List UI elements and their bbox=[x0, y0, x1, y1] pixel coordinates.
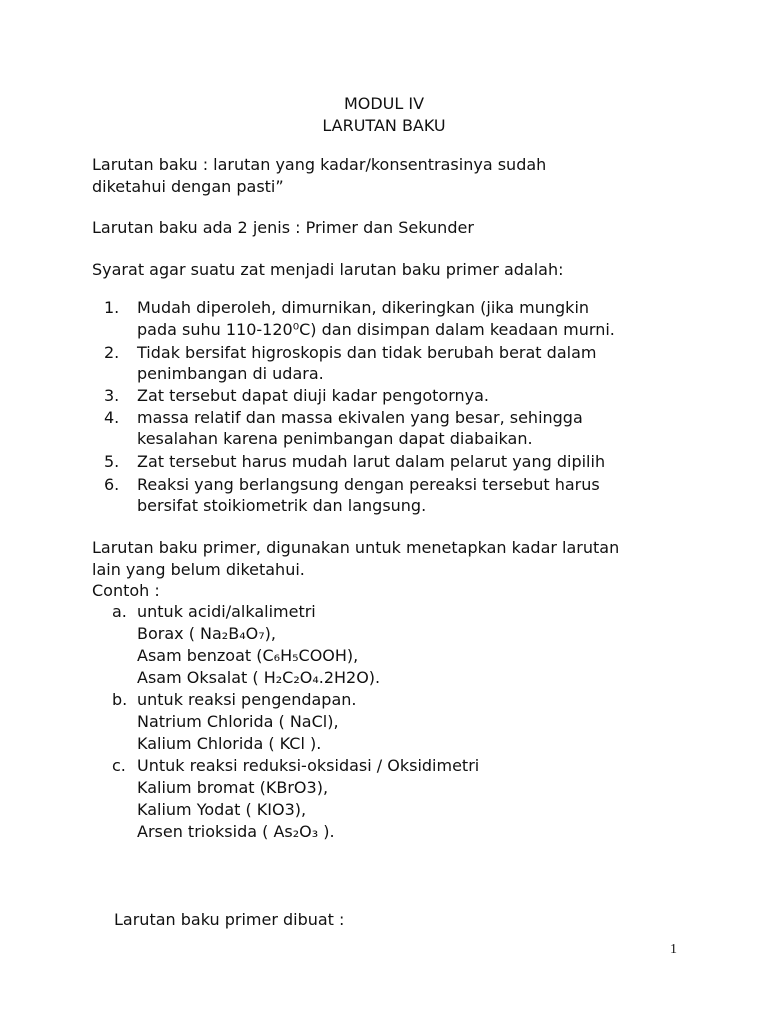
types-paragraph: Larutan baku ada 2 jenis : Primer dan Sekunder bbox=[92, 218, 474, 237]
example-item: Kalium Chlorida ( KCl ). bbox=[137, 734, 322, 753]
definition-line: Larutan baku : larutan yang kadar/konsentrasinya sudah bbox=[92, 155, 547, 174]
list-item: Reaksi yang berlangsung dengan pereaksi tersebut harus bbox=[137, 475, 600, 494]
example-item: Kalium Yodat ( KIO3), bbox=[137, 800, 307, 819]
example-item: Asam benzoat (C₆H₅COOH), bbox=[137, 646, 359, 665]
example-heading: Untuk reaksi reduksi-oksidasi / Oksidimetri bbox=[137, 756, 480, 775]
list-number: 6. bbox=[104, 475, 120, 494]
example-letter: a. bbox=[112, 602, 127, 621]
list-item: penimbangan di udara. bbox=[137, 364, 324, 383]
example-letter: b. bbox=[112, 690, 128, 709]
example-item: Arsen trioksida ( As₂O₃ ). bbox=[137, 822, 335, 841]
list-item: Tidak bersifat higroskopis dan tidak berubah berat dalam bbox=[137, 343, 597, 362]
list-number: 4. bbox=[104, 408, 120, 427]
requirements-intro: Syarat agar suatu zat menjadi larutan baku primer adalah: bbox=[92, 260, 564, 279]
list-number: 5. bbox=[104, 452, 120, 471]
list-number: 2. bbox=[104, 343, 120, 362]
example-item: Kalium bromat (KBrO3), bbox=[137, 778, 329, 797]
definition-line: diketahui dengan pasti” bbox=[92, 177, 284, 196]
list-item: pada suhu 110-120⁰C) dan disimpan dalam keadaan murni. bbox=[137, 320, 615, 339]
example-letter: c. bbox=[112, 756, 126, 775]
list-item: Zat tersebut dapat diuji kadar pengotornya. bbox=[137, 386, 490, 405]
example-item: Asam Oksalat ( H₂C₂O₄.2H2O). bbox=[137, 668, 381, 687]
list-number: 3. bbox=[104, 386, 120, 405]
example-item: Natrium Chlorida ( NaCl), bbox=[137, 712, 339, 731]
list-item: bersifat stoikiometrik dan langsung. bbox=[137, 496, 427, 515]
module-subtitle: LARUTAN BAKU bbox=[322, 116, 446, 135]
example-heading: untuk reaksi pengendapan. bbox=[137, 690, 357, 709]
example-item: Borax ( Na₂B₄O₇), bbox=[137, 624, 276, 643]
module-title: MODUL IV bbox=[343, 94, 425, 113]
list-item: massa relatif dan massa ekivalen yang besar, sehingga bbox=[137, 408, 583, 427]
preparation-heading: Larutan baku primer dibuat : bbox=[114, 910, 345, 929]
page-number: 1 bbox=[670, 942, 677, 957]
usage-line: Larutan baku primer, digunakan untuk menetapkan kadar larutan bbox=[92, 538, 620, 557]
list-item: Zat tersebut harus mudah larut dalam pelarut yang dipilih bbox=[137, 452, 606, 471]
examples-label: Contoh : bbox=[92, 581, 160, 600]
usage-line: lain yang belum diketahui. bbox=[92, 560, 305, 579]
example-heading: untuk acidi/alkalimetri bbox=[137, 602, 316, 621]
list-item: Mudah diperoleh, dimurnikan, dikeringkan (jika mungkin bbox=[137, 298, 590, 317]
list-item: kesalahan karena penimbangan dapat diabaikan. bbox=[137, 429, 533, 448]
list-number: 1. bbox=[104, 298, 120, 317]
